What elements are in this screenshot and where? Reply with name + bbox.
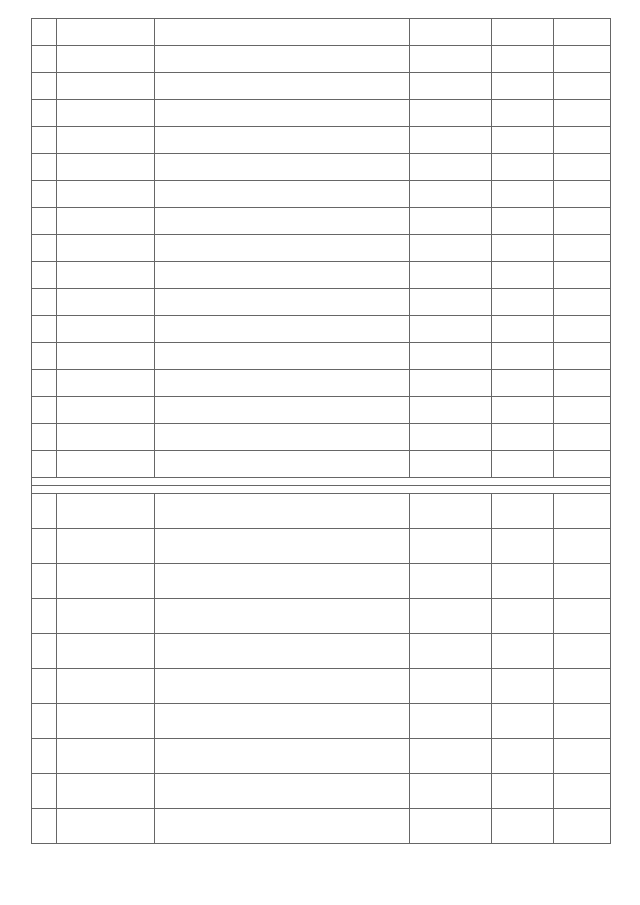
row-number — [32, 704, 57, 739]
year-b-cell — [554, 262, 611, 289]
year-a-cell — [492, 343, 554, 370]
row-number — [32, 564, 57, 599]
address-cell — [57, 809, 155, 844]
row-number — [32, 451, 57, 478]
year-a-cell — [492, 739, 554, 774]
address-cell — [57, 100, 155, 127]
works-cell — [155, 669, 410, 704]
works-cell — [155, 424, 410, 451]
year-b-cell — [554, 739, 611, 774]
address-cell — [57, 774, 155, 809]
year-a-cell — [492, 370, 554, 397]
table-row — [32, 154, 611, 181]
settlement-heading — [32, 486, 611, 494]
row-number — [32, 73, 57, 100]
cadastral-code-cell — [410, 289, 492, 316]
year-a-cell — [492, 235, 554, 262]
year-b-cell — [554, 451, 611, 478]
year-a-cell — [492, 19, 554, 46]
address-cell — [57, 181, 155, 208]
address-cell — [57, 564, 155, 599]
address-cell — [57, 154, 155, 181]
table-row — [32, 181, 611, 208]
cadastral-code-cell — [410, 370, 492, 397]
district-heading — [32, 478, 611, 486]
cadastral-code-cell — [410, 397, 492, 424]
row-number — [32, 634, 57, 669]
year-b-cell — [554, 704, 611, 739]
district-heading-row — [32, 478, 611, 486]
address-cell — [57, 73, 155, 100]
cadastral-code-cell — [410, 564, 492, 599]
row-number — [32, 343, 57, 370]
table-row — [32, 809, 611, 844]
address-cell — [57, 529, 155, 564]
row-number — [32, 235, 57, 262]
year-a-cell — [492, 634, 554, 669]
row-number — [32, 397, 57, 424]
cadastral-code-cell — [410, 19, 492, 46]
year-b-cell — [554, 181, 611, 208]
settlement-heading-row — [32, 486, 611, 494]
document-page — [31, 18, 610, 844]
year-a-cell — [492, 181, 554, 208]
year-a-cell — [492, 73, 554, 100]
year-a-cell — [492, 599, 554, 634]
row-number — [32, 181, 57, 208]
address-cell — [57, 19, 155, 46]
cadastral-code-cell — [410, 739, 492, 774]
table-row — [32, 19, 611, 46]
address-cell — [57, 669, 155, 704]
works-cell — [155, 73, 410, 100]
year-a-cell — [492, 46, 554, 73]
year-a-cell — [492, 774, 554, 809]
housing-repair-table — [31, 18, 611, 844]
table-row — [32, 316, 611, 343]
year-b-cell — [554, 316, 611, 343]
cadastral-code-cell — [410, 704, 492, 739]
row-number — [32, 494, 57, 529]
year-b-cell — [554, 127, 611, 154]
row-number — [32, 289, 57, 316]
table-section-headings — [32, 478, 611, 494]
table-row — [32, 774, 611, 809]
year-a-cell — [492, 316, 554, 343]
table-row — [32, 704, 611, 739]
row-number — [32, 316, 57, 343]
year-b-cell — [554, 100, 611, 127]
address-cell — [57, 599, 155, 634]
address-cell — [57, 634, 155, 669]
address-cell — [57, 424, 155, 451]
cadastral-code-cell — [410, 669, 492, 704]
works-cell — [155, 370, 410, 397]
year-b-cell — [554, 343, 611, 370]
table-row — [32, 235, 611, 262]
year-b-cell — [554, 208, 611, 235]
year-a-cell — [492, 208, 554, 235]
table-row — [32, 262, 611, 289]
works-cell — [155, 809, 410, 844]
address-cell — [57, 397, 155, 424]
table-row — [32, 73, 611, 100]
cadastral-code-cell — [410, 154, 492, 181]
cadastral-code-cell — [410, 181, 492, 208]
table-row — [32, 127, 611, 154]
year-b-cell — [554, 529, 611, 564]
table-row — [32, 370, 611, 397]
address-cell — [57, 739, 155, 774]
works-cell — [155, 529, 410, 564]
cadastral-code-cell — [410, 46, 492, 73]
works-cell — [155, 208, 410, 235]
year-b-cell — [554, 564, 611, 599]
year-b-cell — [554, 599, 611, 634]
year-a-cell — [492, 704, 554, 739]
works-cell — [155, 181, 410, 208]
works-cell — [155, 397, 410, 424]
cadastral-code-cell — [410, 127, 492, 154]
year-b-cell — [554, 235, 611, 262]
works-cell — [155, 316, 410, 343]
year-b-cell — [554, 73, 611, 100]
works-cell — [155, 127, 410, 154]
works-cell — [155, 46, 410, 73]
year-b-cell — [554, 154, 611, 181]
address-cell — [57, 704, 155, 739]
cadastral-code-cell — [410, 316, 492, 343]
year-a-cell — [492, 529, 554, 564]
year-a-cell — [492, 564, 554, 599]
row-number — [32, 774, 57, 809]
works-cell — [155, 704, 410, 739]
cadastral-code-cell — [410, 451, 492, 478]
cadastral-code-cell — [410, 343, 492, 370]
address-cell — [57, 127, 155, 154]
table-row — [32, 599, 611, 634]
works-cell — [155, 262, 410, 289]
table-section-a — [32, 19, 611, 478]
address-cell — [57, 262, 155, 289]
table-row — [32, 343, 611, 370]
row-number — [32, 262, 57, 289]
year-a-cell — [492, 262, 554, 289]
year-b-cell — [554, 289, 611, 316]
address-cell — [57, 343, 155, 370]
works-cell — [155, 774, 410, 809]
year-a-cell — [492, 289, 554, 316]
year-a-cell — [492, 494, 554, 529]
table-row — [32, 529, 611, 564]
cadastral-code-cell — [410, 73, 492, 100]
year-a-cell — [492, 154, 554, 181]
table-row — [32, 564, 611, 599]
works-cell — [155, 599, 410, 634]
table-section-b — [32, 494, 611, 844]
year-a-cell — [492, 424, 554, 451]
address-cell — [57, 494, 155, 529]
table-row — [32, 739, 611, 774]
works-cell — [155, 19, 410, 46]
works-cell — [155, 564, 410, 599]
table-row — [32, 208, 611, 235]
table-row — [32, 46, 611, 73]
row-number — [32, 739, 57, 774]
year-a-cell — [492, 127, 554, 154]
row-number — [32, 529, 57, 564]
address-cell — [57, 289, 155, 316]
row-number — [32, 599, 57, 634]
row-number — [32, 370, 57, 397]
year-b-cell — [554, 494, 611, 529]
year-b-cell — [554, 19, 611, 46]
year-b-cell — [554, 424, 611, 451]
row-number — [32, 669, 57, 704]
row-number — [32, 46, 57, 73]
address-cell — [57, 316, 155, 343]
table-row — [32, 100, 611, 127]
works-cell — [155, 289, 410, 316]
table-row — [32, 451, 611, 478]
row-number — [32, 424, 57, 451]
works-cell — [155, 343, 410, 370]
year-b-cell — [554, 774, 611, 809]
row-number — [32, 127, 57, 154]
row-number — [32, 100, 57, 127]
address-cell — [57, 208, 155, 235]
table-row — [32, 397, 611, 424]
year-a-cell — [492, 397, 554, 424]
cadastral-code-cell — [410, 208, 492, 235]
cadastral-code-cell — [410, 774, 492, 809]
works-cell — [155, 154, 410, 181]
year-a-cell — [492, 669, 554, 704]
table-row — [32, 634, 611, 669]
works-cell — [155, 494, 410, 529]
year-a-cell — [492, 451, 554, 478]
table-row — [32, 289, 611, 316]
table-row — [32, 669, 611, 704]
year-b-cell — [554, 46, 611, 73]
cadastral-code-cell — [410, 809, 492, 844]
works-cell — [155, 634, 410, 669]
works-cell — [155, 451, 410, 478]
row-number — [32, 208, 57, 235]
year-b-cell — [554, 370, 611, 397]
address-cell — [57, 46, 155, 73]
cadastral-code-cell — [410, 634, 492, 669]
year-b-cell — [554, 669, 611, 704]
row-number — [32, 809, 57, 844]
table-row — [32, 424, 611, 451]
table-row — [32, 494, 611, 529]
row-number — [32, 19, 57, 46]
year-b-cell — [554, 634, 611, 669]
year-b-cell — [554, 397, 611, 424]
cadastral-code-cell — [410, 424, 492, 451]
cadastral-code-cell — [410, 494, 492, 529]
cadastral-code-cell — [410, 599, 492, 634]
address-cell — [57, 235, 155, 262]
year-a-cell — [492, 100, 554, 127]
year-b-cell — [554, 809, 611, 844]
address-cell — [57, 451, 155, 478]
cadastral-code-cell — [410, 100, 492, 127]
works-cell — [155, 235, 410, 262]
row-number — [32, 154, 57, 181]
cadastral-code-cell — [410, 262, 492, 289]
cadastral-code-cell — [410, 529, 492, 564]
year-a-cell — [492, 809, 554, 844]
works-cell — [155, 100, 410, 127]
address-cell — [57, 370, 155, 397]
works-cell — [155, 739, 410, 774]
cadastral-code-cell — [410, 235, 492, 262]
